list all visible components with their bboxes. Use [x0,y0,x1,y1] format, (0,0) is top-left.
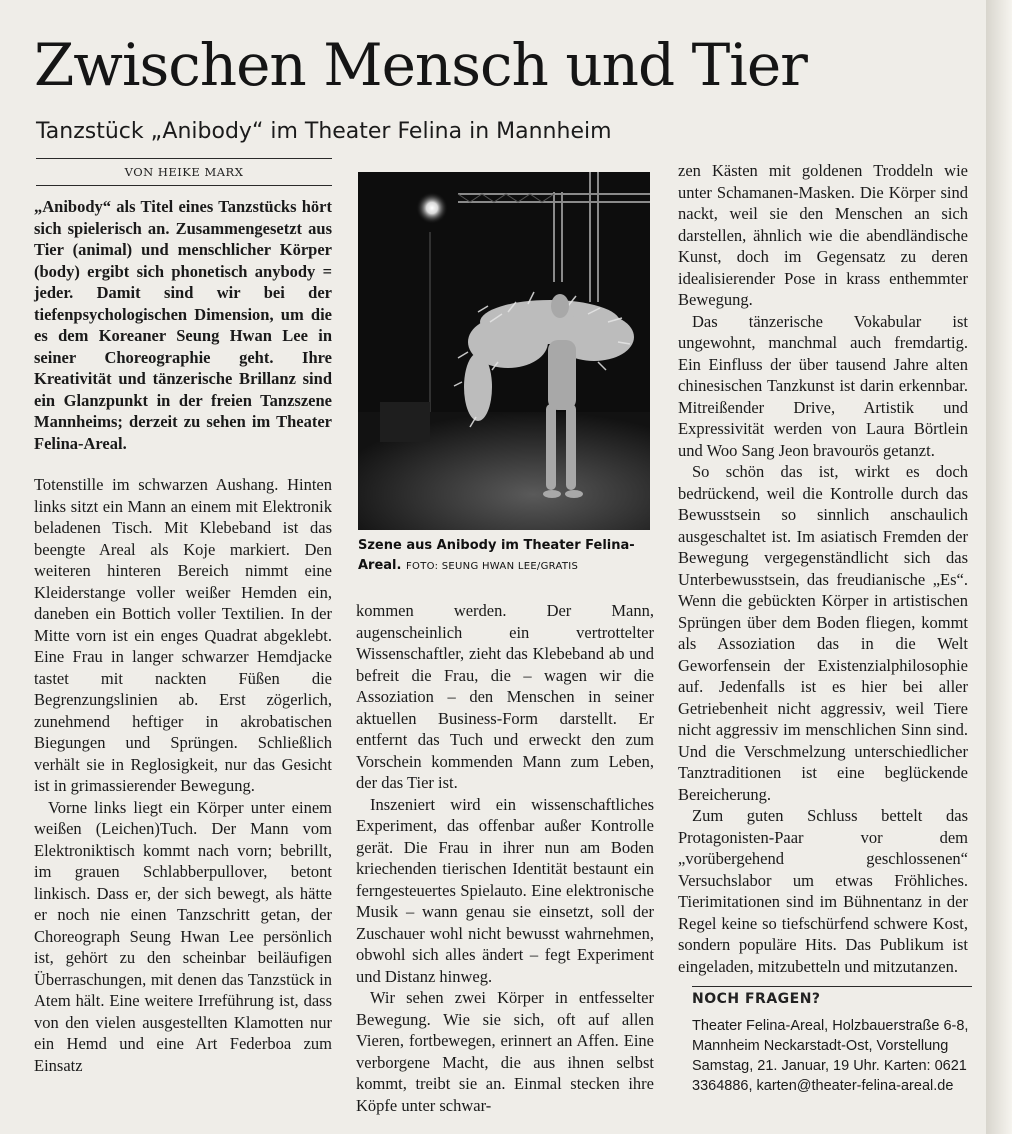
byline-rule-top [36,158,332,159]
body-paragraph: Wir sehen zwei Körper in entfesselter Bewegung. Wie sie sich, oft auf allen Vieren, fortbewegen, erinnert an Affen. Eine verborgene Macht, die aus ihnen selbst kommt, treibt sie an. Einmal stecken ihre Köpfe unter schwar- [356,988,654,1115]
lead-paragraph: „Anibody“ als Titel eines Tanzstücks hört sich spielerisch an. Zusammengesetzt aus Tier (animal) und menschlicher Körper (body) ergibt sich phonetisch anybody = jeder. Damit sind wir bei der tiefenpsychologischen Dimension, um die es dem Koreaner Seung Hwan Lee in seiner Choreographie geht. Ihre Kreativität und tänzerische Brillanz sind ein Glanzpunkt in der freien Tanzszene Mannheims; derzeit zu sehen im Theater Felina-Areal. [34,197,332,453]
body-paragraph: So schön das ist, wirkt es doch bedrückend, weil die Kontrolle durch das Bewusstsein so sinnlich anschaulich ausgeschaltet ist. Im asiatisch Fremden der Bewegung vergegenständlicht sich das Unterbewusstsein, das freudianische „Es“. Wenn die gebückten Körper in artistischen Sprüngen über dem Boden fliegen, kommt als Assoziation das in die Welt Geworfensein der Existenzialphilosophie auf. Jedenfalls ist es hier bei aller Getriebenheit nicht aggressiv, weil Tiere nicht aggressiv im menschlichen Sinn sind. Und die Verschmelzung unterschiedlicher Tanztraditionen ist eine beglückende Bereicherung. [678,462,968,804]
body-paragraph: zen Kästen mit goldenen Troddeln wie unter Schamanen-Masken. Die Körper sind nackt, weil sie den Menschen an sich darstellen, ähnlich wie die abendländische Kunst, doch im Gegensatz zu deren idealisierender Pose in krass enthemmter Bewegung. [678,161,968,309]
article-subheadline: Tanzstück „Anibody“ im Theater Felina in Mannheim [36,119,612,144]
photo-credit: FOTO: SEUNG HWAN LEE/GRATIS [406,561,579,572]
dance-scene-image [358,172,650,530]
caption-text: Szene aus Anibody im Theater Felina-Areal. [358,538,635,573]
body-paragraph: Inszeniert wird ein wissenschaftliches Experiment, das offenbar außer Kontrolle gerät. Die Frau in ihrer nun am Boden kriechenden tierischen Identität bestaunt ein ferngesteuertes Spielauto. Eine elektronische Musik – wann genau sie einsetzt, soll der Zuschauer wohl nicht bewusst wahrnehmen, obwohl sich alles ändert – fegt Experiment und Distanz hinweg. [356,794,654,986]
info-box-title: NOCH FRAGEN? [692,991,821,1007]
body-paragraph: Totenstille im schwarzen Aushang. Hinten links sitzt ein Mann an einem mit Elektronik beladenen Tisch. Mit Klebeband ist das beengte Areal als Koje markiert. Den weiteren hinteren Bereich nimmt eine Kleiderstange voller weißer Hemden ein, daneben ein Bottich voller Textilien. In der Mitte vorn ist ein enges Quadrat abgeklebt. Eine Frau in langer schwarzer Hemdjacke tastet mit nackten Füßen die Begrenzungslinien ab. Erst zögerlich, zunehmend heftiger in akrobatischen Biegungen und Sprüngen. Schließlich verhält sie in Reglosigkeit, nur das Gesicht ist in grimassierender Bewegung. [34,475,332,795]
article-column-1 [34,196,332,1076]
article-photo [358,172,650,530]
byline: VON HEIKE MARX [124,165,244,179]
info-box-text: Theater Felina-Areal, Holzbauerstraße 6-8, Mannheim Neckarstadt-Ost, Vorstellung Samstag, 21. Januar, 19 Uhr. Karten: 0621 3364886, karten@theater-felina-areal.de [692,1018,969,1094]
photo-caption [358,536,654,577]
body-paragraph: Zum guten Schluss bettelt das Protagonisten-Paar vor dem „vorübergehend geschlossenen“ Versuchslabor um etwas Fröhliches. Tierimitationen sind im Bühnentanz in der Regel keine so tiefschürfend schwere Kost, sondern populäre Hits. Das Publikum ist eingeladen, mitzubetteln und mitzutanzen. [678,806,968,976]
body-paragraph: Das tänzerische Vokabular ist ungewohnt, manchmal auch fremdartig. Ein Einfluss der über tausend Jahre alten chinesischen Tanzkunst ist darin erkennbar. Mitreißender Drive, Artistik und Expressivität werden von Laura Börtlein und Woo Sang Jeon bravourös getanzt. [678,311,968,460]
info-rule [692,986,972,987]
body-paragraph: Vorne links liegt ein Körper unter einem weißen (Leichen)Tuch. Der Mann vom Elektroniktisch kommt nach vorn; bebrillt, im grauen Schlabberpullover, betont linkisch. Dass er, der sich bewegt, als hätte er noch nie einen Tanzschritt getan, der Choreograph Seung Hwan Lee persönlich ist, gehört zu den scheinbar beiläufigen Überraschungen, mit denen das Tanzstück in Atem hält. Eine weitere Irreführung ist, dass von den vielen ausgestellten Klamotten nur ein Hemd und eine Art Federboa zum Einsatz [34,797,332,1075]
article-headline: Zwischen Mensch und Tier [34,31,807,99]
body-paragraph: kommen werden. Der Mann, augenscheinlich ein vertrottelter Wissenschaftler, zieht das Klebeband ab und befreit die Frau, die – wagen wir die Assoziation – den Menschen in seiner aktuellen Business-Form darstellt. Er entfernt das Tuch und erweckt den zum Vorschein kommenden Mann zum Leben, der das Tier ist. [356,601,654,792]
article-column-3 [678,160,968,977]
article-column-2 [356,600,654,1116]
page-edge [986,0,1012,1134]
byline-rule-bottom [36,185,332,186]
